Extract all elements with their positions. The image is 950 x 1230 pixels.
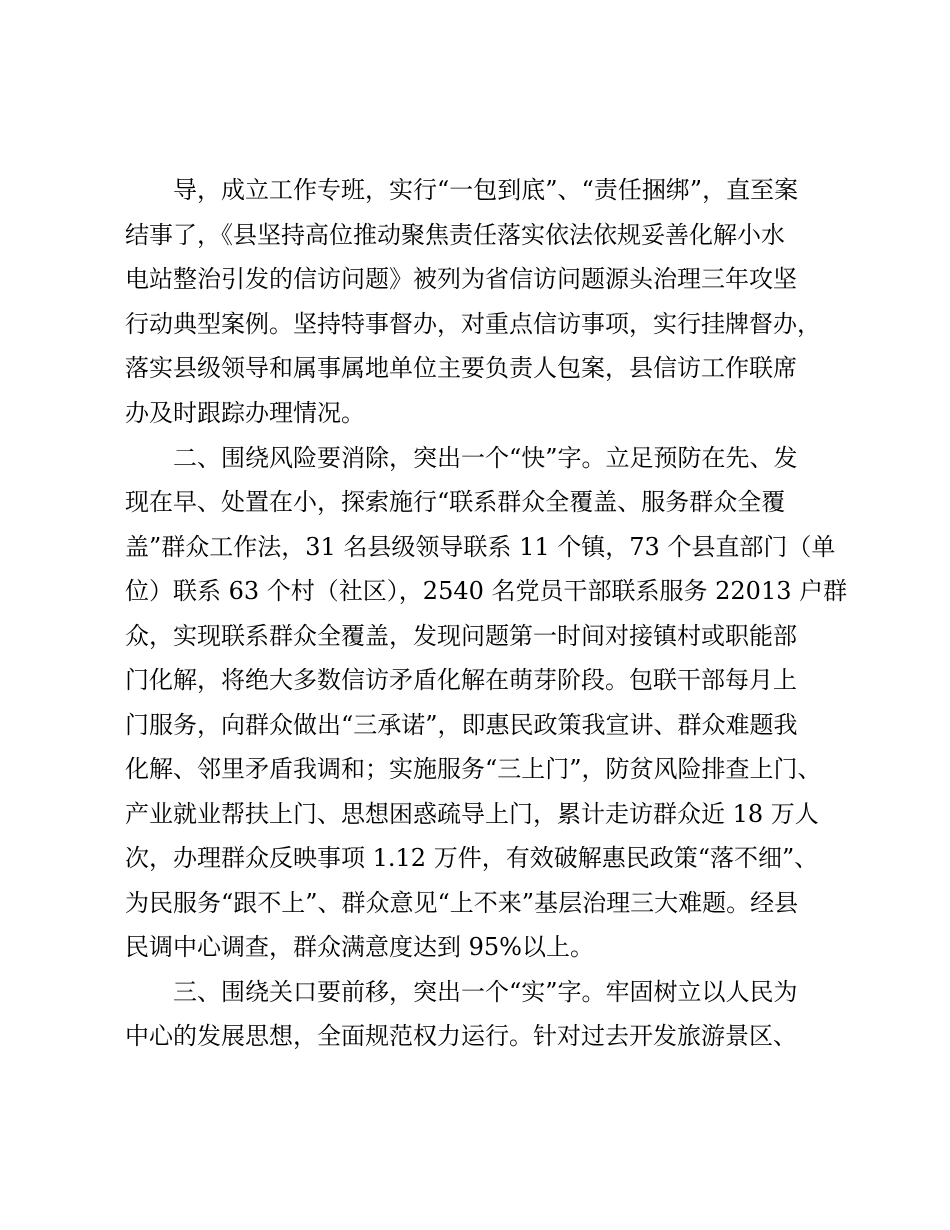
text-line: 门服务，向群众做出“三承诺”，即惠民政策我宣讲、群众难题我	[125, 711, 798, 739]
text-line: 位）联系 63 个村（社区），2540 名党员干部联系服务 22013 户群	[125, 577, 848, 605]
paragraph-heading: 三、围绕关口要前移，突出一个“实”字。牢固树立以人民为	[173, 978, 798, 1006]
text-line: 中心的发展思想，全面规范权力运行。针对过去开发旅游景区、	[125, 1022, 797, 1050]
text-line: 落实县级领导和属事属地单位主要负责人包案，县信访工作联席	[125, 354, 797, 382]
text-line: 民调中心调查，群众满意度达到 95%以上。	[125, 933, 594, 961]
text-line: 为民服务“跟不上”、群众意见“上不来”基层治理三大难题。经县	[125, 889, 799, 917]
text-line: 门化解，将绝大多数信访矛盾化解在萌芽阶段。包联干部每月上	[125, 666, 797, 694]
text-line: 次，办理群众反映事项 1.12 万件，有效破解惠民政策“落不细”、	[125, 844, 819, 872]
text-line: 行动典型案例。坚持特事督办，对重点信访事项，实行挂牌督办，	[125, 310, 821, 338]
text-line: 盖”群众工作法，31 名县级领导联系 11 个镇，73 个县直部门（单	[125, 533, 836, 561]
paragraph-heading: 二、围绕风险要消除，突出一个“快”字。立足预防在先、发	[173, 444, 798, 472]
text-line: 结事了，《县坚持高位推动聚焦责任落实依法依规妥善化解小水	[125, 221, 785, 249]
text-line: 办及时跟踪办理情况。	[125, 399, 365, 427]
text-line: 众，实现联系群众全覆盖，发现问题第一时间对接镇村或职能部	[125, 622, 797, 650]
text-line: 现在早、处置在小，探索施行“联系群众全覆盖、服务群众全覆	[125, 488, 786, 516]
text-line: 化解、邻里矛盾我调和；实施服务“三上门”，防贫风险排查上门、	[125, 755, 822, 783]
text-line: 电站整治引发的信访问题》被列为省信访问题源头治理三年攻坚	[125, 265, 797, 293]
text-line: 产业就业帮扶上门、思想困惑疏导上门，累计走访群众近 18 万人	[125, 800, 819, 828]
text-line: 导，成立工作专班，实行“一包到底”、“责任捆绑”，直至案	[173, 176, 799, 204]
